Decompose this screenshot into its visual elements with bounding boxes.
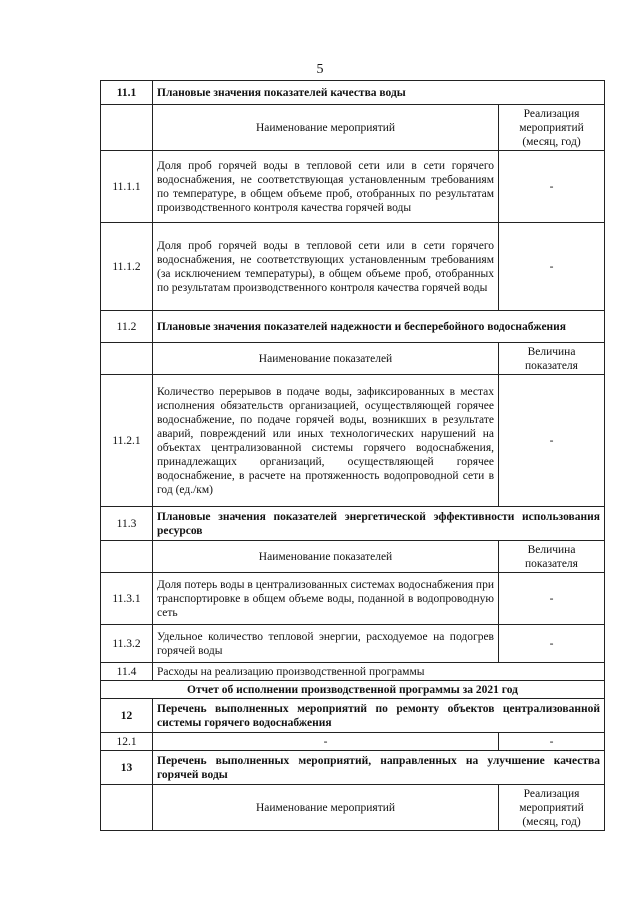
section-title: Плановые значения показателей качества воды — [153, 81, 605, 105]
table-row — [101, 507, 605, 541]
item-number: 12.1 — [101, 733, 153, 751]
item-value: - — [499, 733, 605, 751]
section-number: 12 — [101, 699, 153, 733]
column-header-value: Величина показателя — [499, 343, 605, 375]
section-title: Перечень выполненных мероприятий, направленных на улучшение качества горячей воды — [153, 751, 605, 785]
table-row — [101, 343, 605, 375]
table-row — [101, 733, 605, 751]
table-row — [101, 151, 605, 223]
column-header-value: Реализация мероприятий (месяц, год) — [499, 105, 605, 151]
column-header-name: Наименование показателей — [153, 343, 499, 375]
column-header-name: Наименование мероприятий — [153, 785, 499, 831]
item-number: 11.4 — [101, 663, 153, 681]
table-row — [101, 785, 605, 831]
item-text: Количество перерывов в подаче воды, зафиксированных в местах исполнения обязательств организацией, осуществляющей горячее водоснабжение, по подаче горячей воды, возникших в результате аварий, повреждений или иных технологических нарушений на объектах централизованной системы горячего водоснабжения, принадлежащих организаций, осуществляющей горячее водоснабжение, в расчете на протяженность водопроводной сети в год (ед./км) — [153, 375, 499, 507]
item-text: Доля потерь воды в централизованных системах водоснабжения при транспортировке в общем объеме воды, поданной в водопроводную сеть — [153, 573, 499, 625]
table-row — [101, 81, 605, 105]
report-title: Отчет об исполнении производственной программы за 2021 год — [101, 681, 605, 699]
table-row — [101, 625, 605, 663]
empty-cell — [101, 105, 153, 151]
table-row — [101, 223, 605, 311]
empty-cell — [101, 343, 153, 375]
empty-cell — [101, 785, 153, 831]
table-row — [101, 375, 605, 507]
indicators-table — [100, 80, 605, 831]
item-number: 11.1.2 — [101, 223, 153, 311]
item-text: Доля проб горячей воды в тепловой сети или в сети горячего водоснабжения, не соответствующих установленным требованиям (за исключением температуры), в общем объеме проб, отобранных по результатам производственного контроля качества горячей воды — [153, 223, 499, 311]
table-row — [101, 105, 605, 151]
section-number: 11.3 — [101, 507, 153, 541]
table-row — [101, 541, 605, 573]
item-value: - — [499, 573, 605, 625]
section-number: 11.1 — [101, 81, 153, 105]
column-header-value: Реализация мероприятий (месяц, год) — [499, 785, 605, 831]
item-number: 11.3.2 — [101, 625, 153, 663]
item-text: Удельное количество тепловой энергии, расходуемое на подогрев горячей воды — [153, 625, 499, 663]
item-value: - — [499, 151, 605, 223]
item-value: - — [499, 625, 605, 663]
item-number: 11.2.1 — [101, 375, 153, 507]
table-row — [101, 681, 605, 699]
section-title: Перечень выполненных мероприятий по ремонту объектов централизованной системы горячего водоснабжения — [153, 699, 605, 733]
section-title: Плановые значения показателей надежности и бесперебойного водоснабжения — [153, 311, 605, 343]
table-row — [101, 311, 605, 343]
table-row — [101, 663, 605, 681]
column-header-name: Наименование показателей — [153, 541, 499, 573]
table-row — [101, 573, 605, 625]
table-row — [101, 751, 605, 785]
section-number: 13 — [101, 751, 153, 785]
section-number: 11.2 — [101, 311, 153, 343]
item-text: Расходы на реализацию производственной программы — [153, 663, 605, 681]
page-number: 5 — [316, 62, 324, 77]
empty-cell — [101, 541, 153, 573]
table-row — [101, 699, 605, 733]
item-number: 11.1.1 — [101, 151, 153, 223]
item-value: - — [499, 375, 605, 507]
column-header-value: Величина показателя — [499, 541, 605, 573]
item-number: 11.3.1 — [101, 573, 153, 625]
item-text: Доля проб горячей воды в тепловой сети или в сети горячего водоснабжения, не соответствующая установленным требованиям по температуре, в общем объеме проб, отобранных по результатам производственного контроля качества горячей воды — [153, 151, 499, 223]
column-header-name: Наименование мероприятий — [153, 105, 499, 151]
item-text: - — [153, 733, 499, 751]
section-title: Плановые значения показателей энергетической эффективности использования ресурсов — [153, 507, 605, 541]
item-value: - — [499, 223, 605, 311]
